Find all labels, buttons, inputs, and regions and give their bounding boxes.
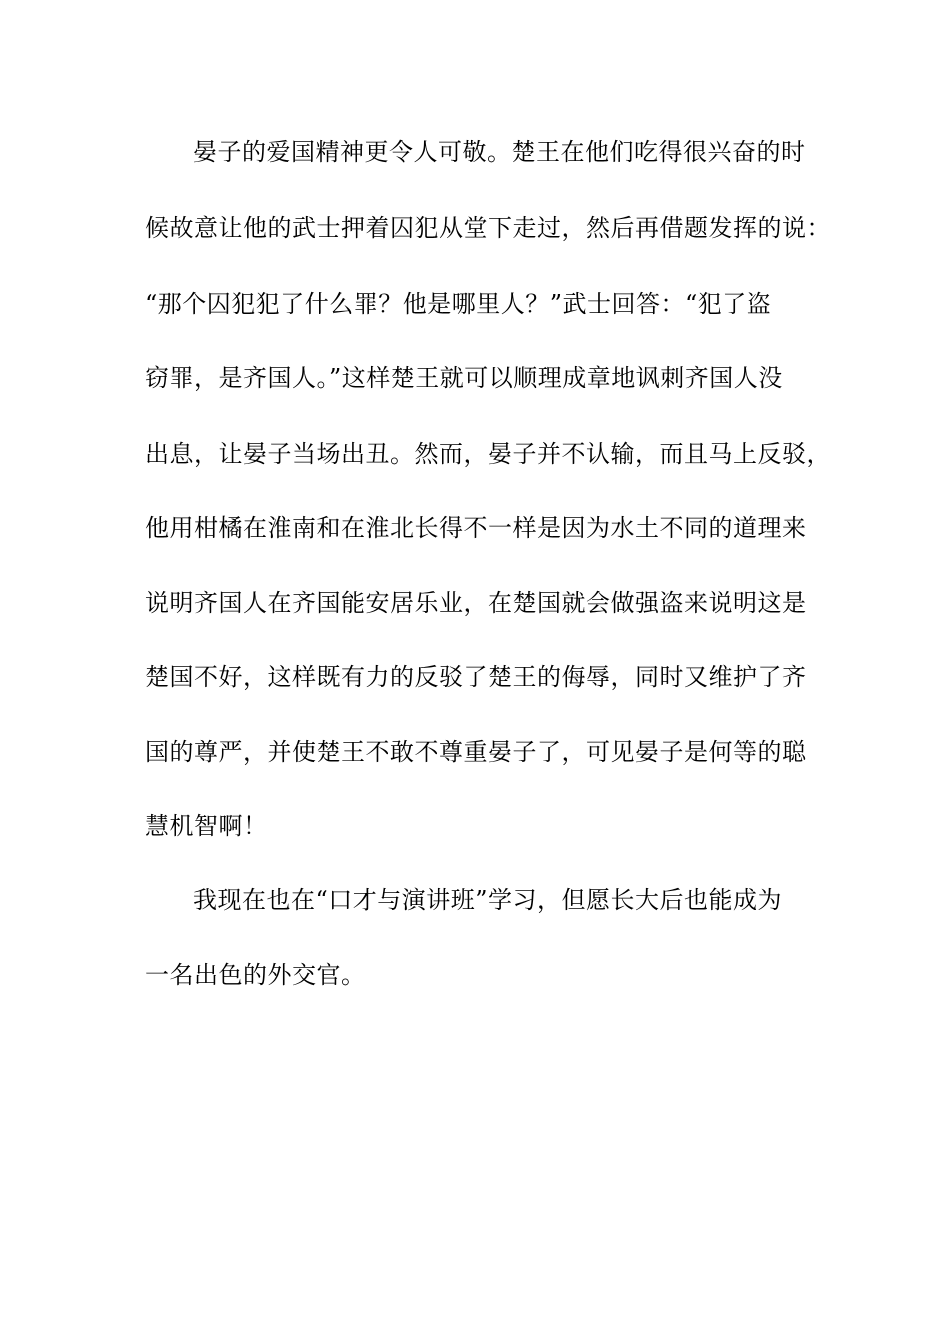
paragraph-line: 窃罪，是齐国人。”这样楚王就可以顺理成章地讽刺齐国人没 bbox=[145, 364, 783, 392]
paragraph-line: 楚国不好，这样既有力的反驳了楚王的侮辱，同时又维护了齐 bbox=[145, 663, 807, 691]
paragraph-line: 出息，让晏子当场出丑。然而，晏子并不认输，而且马上反驳， bbox=[145, 440, 831, 468]
paragraph-line: 一名出色的外交官。 bbox=[145, 961, 366, 989]
paragraph-line: 晏子的爱国精神更令人可敬。楚王在他们吃得很兴奋的时 bbox=[193, 138, 806, 166]
paragraph-line: 慧机智啊！ bbox=[145, 812, 268, 840]
paragraph-line: 说明齐国人在齐国能安居乐业，在楚国就会做强盗来说明这是 bbox=[145, 589, 807, 617]
paragraph-line: 候故意让他的武士押着囚犯从堂下走过，然后再借题发挥的说： bbox=[145, 214, 831, 242]
paragraph-line: 国的尊严，并使楚王不敢不尊重晏子了，可见晏子是何等的聪 bbox=[145, 738, 807, 766]
paragraph-line: 他用柑橘在淮南和在淮北长得不一样是因为水土不同的道理来 bbox=[145, 514, 807, 542]
paragraph-line: “那个囚犯犯了什么罪？他是哪里人？”武士回答：“犯了盗 bbox=[145, 290, 772, 318]
paragraph-line: 我现在也在“口才与演讲班”学习，但愿长大后也能成为 bbox=[193, 886, 783, 914]
